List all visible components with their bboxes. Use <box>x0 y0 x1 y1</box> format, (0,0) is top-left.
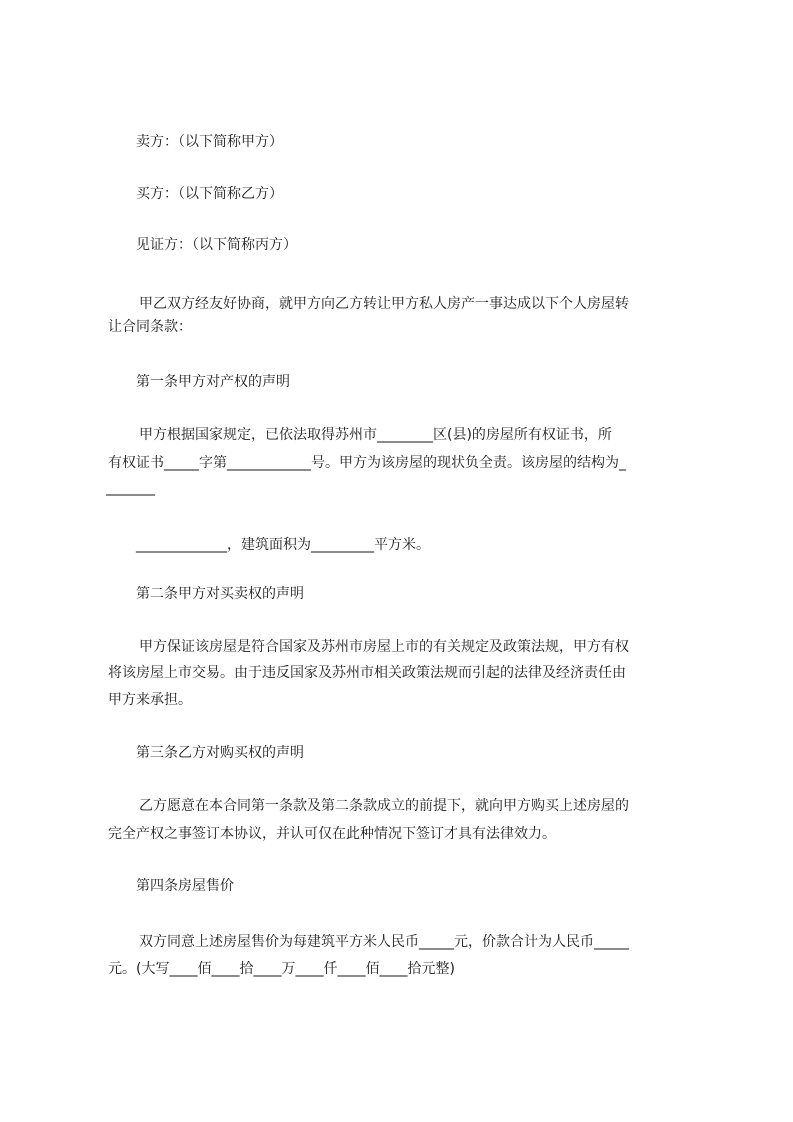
article-1-body-line: 有权证书_____字第____________号。甲方为该房屋的现状负全责。该房屋的结构为_ <box>108 455 626 471</box>
article-1-body-line: 甲方根据国家规定，已依法取得苏州市________区(县)的房屋所有权证书，所 <box>139 427 612 443</box>
intro-line: 甲乙双方经友好协商，就甲方向乙方转让甲方私人房产一事达成以下个人房屋转 <box>139 296 629 312</box>
article-2-body-line: 甲方保证该房屋是符合国家及苏州市房屋上市的有关规定及政策法规，甲方有权 <box>139 639 629 655</box>
article-3-body-line: 乙方愿意在本合同第一条款及第二条款成立的前提下，就向甲方购买上述房屋的 <box>139 798 629 814</box>
article-4-body-line: 双方同意上述房屋售价为每建筑平方米人民币_____元，价款合计为人民币_____ <box>139 934 629 950</box>
article-2-body-line: 甲方来承担。 <box>108 692 192 708</box>
article-1-body-line: _____________，建筑面积为_________平方米。 <box>136 537 430 553</box>
party-witness: 见证方：（以下简称丙方） <box>136 237 297 253</box>
article-1-body-line: _______ <box>106 480 155 496</box>
intro-line: 让合同条款： <box>108 319 192 335</box>
party-buyer: 买方：（以下简称乙方） <box>136 186 283 202</box>
article-3-title: 第三条乙方对购买权的声明 <box>136 745 304 761</box>
article-1-title: 第一条甲方对产权的声明 <box>136 374 290 390</box>
article-3-body-line: 完全产权之事签订本协议，并认可仅在此种情况下签订才具有法律效力。 <box>108 826 556 842</box>
article-4-body-line: 元。(大写____佰____拾____万____仟____佰____拾元整) <box>108 961 455 977</box>
article-4-title: 第四条房屋售价 <box>136 878 234 894</box>
party-seller: 卖方：（以下简称甲方） <box>136 134 283 150</box>
article-2-title: 第二条甲方对买卖权的声明 <box>136 586 304 602</box>
article-2-body-line: 将该房屋上市交易。由于违反国家及苏州市相关政策法规而引起的法律及经济责任由 <box>108 665 626 681</box>
